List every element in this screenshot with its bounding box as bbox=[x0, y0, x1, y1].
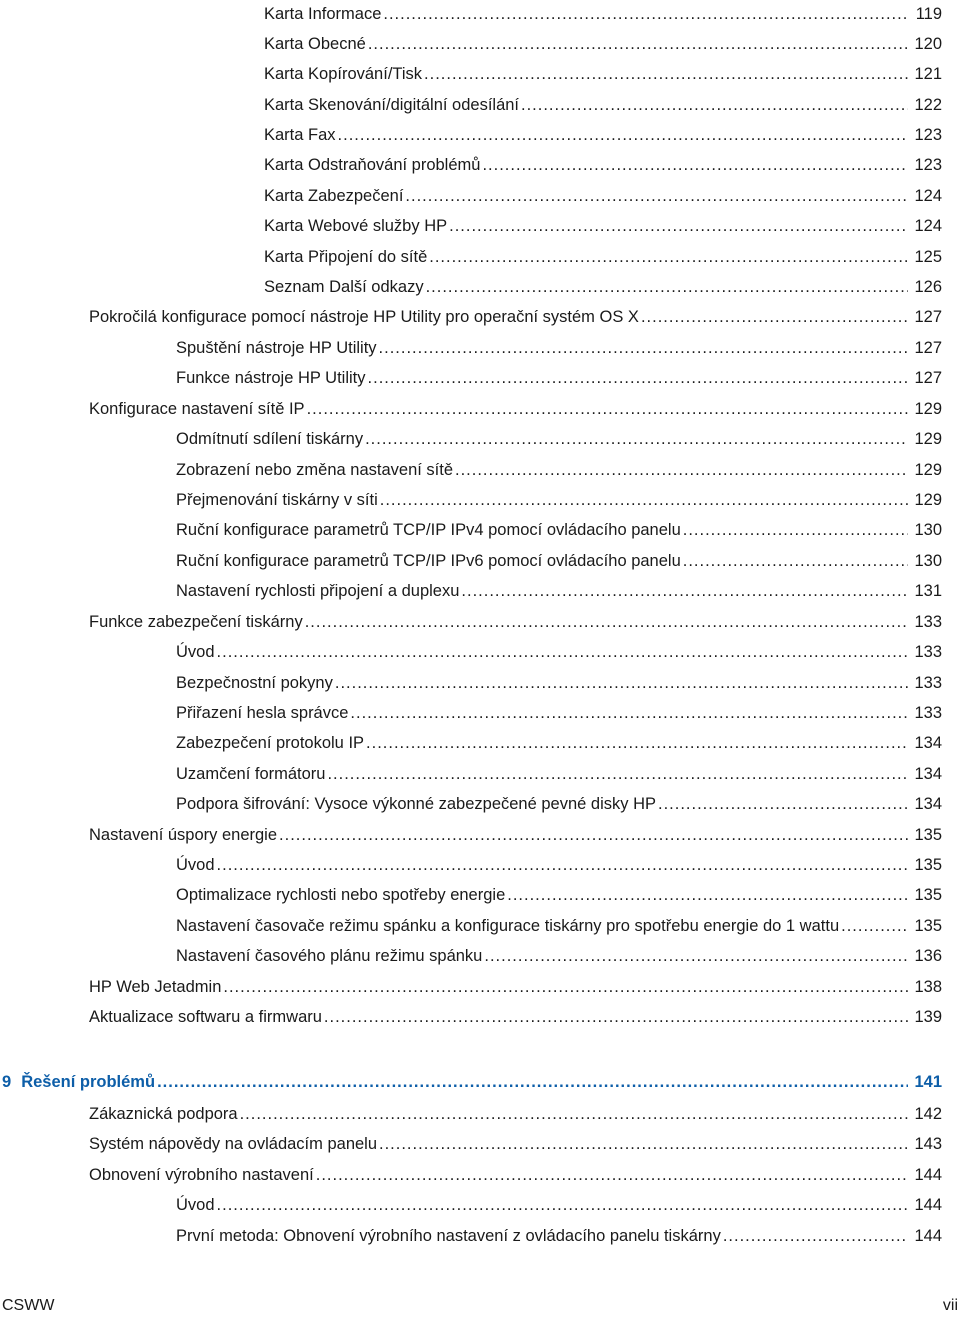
dot-leader bbox=[307, 399, 908, 419]
toc-entry-page: 120 bbox=[914, 35, 942, 53]
toc-entry[interactable] bbox=[176, 516, 942, 540]
dot-leader bbox=[405, 186, 908, 206]
toc-entry-page: 129 bbox=[914, 430, 942, 448]
toc-entry-title: První metoda: Obnovení výrobního nastavení z ovládacího panelu tiskárny bbox=[176, 1227, 721, 1245]
toc-entry-title: Karta Obecné bbox=[264, 35, 366, 53]
dot-leader bbox=[305, 612, 908, 632]
dot-leader bbox=[507, 885, 908, 905]
toc-entry-page: 126 bbox=[914, 278, 942, 296]
toc-entry[interactable] bbox=[176, 790, 942, 814]
toc-entry-page: 134 bbox=[914, 795, 942, 813]
toc-entry-page: 119 bbox=[915, 5, 942, 23]
toc-entry-page: 129 bbox=[914, 491, 942, 509]
dot-leader bbox=[521, 95, 908, 115]
dot-leader bbox=[217, 642, 908, 662]
chapter-number: 9 bbox=[2, 1073, 12, 1091]
toc-entry[interactable] bbox=[89, 973, 942, 997]
toc-entry-title: Karta Zabezpečení bbox=[264, 187, 404, 205]
toc-entry[interactable] bbox=[176, 881, 942, 905]
toc-entry-page: 138 bbox=[914, 978, 942, 996]
toc-entry-page: 129 bbox=[914, 400, 942, 418]
toc-entry[interactable] bbox=[264, 121, 942, 145]
dot-leader bbox=[379, 1134, 908, 1154]
toc-entry[interactable] bbox=[176, 912, 942, 936]
toc-entry-page: 127 bbox=[914, 369, 942, 387]
toc-entry-page: 144 bbox=[914, 1196, 942, 1214]
toc-entry[interactable] bbox=[264, 212, 942, 236]
dot-leader bbox=[327, 764, 908, 784]
toc-entry-page: 123 bbox=[914, 126, 942, 144]
dot-leader bbox=[350, 703, 908, 723]
dot-leader bbox=[379, 338, 908, 358]
toc-entry[interactable] bbox=[176, 699, 942, 723]
toc-entry[interactable] bbox=[176, 638, 942, 662]
dot-leader bbox=[426, 277, 908, 297]
toc-entry-title: Podpora šifrování: Vysoce výkonné zabezpečené pevné disky HP bbox=[176, 795, 656, 813]
toc-entry-title: Odmítnutí sdílení tiskárny bbox=[176, 430, 364, 448]
chapter-title: Řešení problémů bbox=[21, 1073, 156, 1091]
toc-entry[interactable] bbox=[176, 577, 942, 601]
toc-entry-title: Aktualizace softwaru a firmwaru bbox=[89, 1008, 322, 1026]
toc-entry-page: 127 bbox=[914, 339, 942, 357]
dot-leader bbox=[217, 1195, 908, 1215]
dot-leader bbox=[324, 1007, 908, 1027]
toc-entry-page: 123 bbox=[914, 156, 942, 174]
dot-leader bbox=[366, 733, 908, 753]
dot-leader bbox=[484, 946, 908, 966]
toc-entry[interactable] bbox=[176, 486, 942, 510]
toc-entry-title: Přejmenování tiskárny v síti bbox=[176, 491, 378, 509]
toc-entry-title: Nastavení rychlosti připojení a duplexu bbox=[176, 582, 460, 600]
toc-entry[interactable] bbox=[176, 669, 942, 693]
toc-entry[interactable] bbox=[176, 1191, 942, 1215]
toc-entry-title: Spuštění nástroje HP Utility bbox=[176, 339, 377, 357]
toc-entry[interactable] bbox=[176, 547, 942, 571]
dot-leader bbox=[316, 1165, 908, 1185]
toc-entry-page: 133 bbox=[914, 674, 942, 692]
toc-entry[interactable] bbox=[264, 30, 942, 54]
toc-entry-page: 124 bbox=[914, 217, 942, 235]
toc-entry-title: Systém nápovědy na ovládacím panelu bbox=[89, 1135, 378, 1153]
dot-leader bbox=[482, 155, 908, 175]
toc-entry[interactable] bbox=[264, 182, 942, 206]
dot-leader bbox=[841, 916, 908, 936]
toc-entry-page: 135 bbox=[914, 856, 942, 874]
chapter-page: 141 bbox=[914, 1073, 942, 1091]
toc-entry-title: Konfigurace nastavení sítě IP bbox=[89, 400, 305, 418]
toc-entry[interactable] bbox=[89, 821, 942, 845]
toc-entry-page: 135 bbox=[914, 826, 942, 844]
toc-entry[interactable] bbox=[264, 0, 942, 24]
toc-entry-page: 125 bbox=[914, 248, 942, 266]
toc-entry-title: Úvod bbox=[176, 1196, 215, 1214]
toc-entry[interactable] bbox=[176, 1222, 942, 1246]
toc-entry-page: 129 bbox=[914, 461, 942, 479]
toc-entry-page: 122 bbox=[914, 96, 942, 114]
toc-entry-page: 130 bbox=[914, 552, 942, 570]
toc-entry-title: Karta Informace bbox=[264, 5, 382, 23]
toc-entry[interactable] bbox=[176, 942, 942, 966]
footer-label: CSWW bbox=[2, 1297, 55, 1314]
dot-leader bbox=[365, 429, 908, 449]
chapter-heading[interactable] bbox=[2, 1068, 942, 1092]
dot-leader bbox=[658, 794, 908, 814]
toc-entry-page: 139 bbox=[914, 1008, 942, 1026]
toc-entry-title: Seznam Další odkazy bbox=[264, 278, 424, 296]
dot-leader bbox=[217, 855, 908, 875]
toc-entry-title: HP Web Jetadmin bbox=[89, 978, 222, 996]
dot-leader bbox=[368, 368, 908, 388]
toc-entry[interactable] bbox=[176, 334, 942, 358]
toc-entry-page: 142 bbox=[914, 1105, 942, 1123]
toc-entry[interactable] bbox=[89, 608, 942, 632]
toc-entry[interactable] bbox=[176, 425, 942, 449]
dot-leader bbox=[683, 520, 908, 540]
toc-entry[interactable] bbox=[89, 1161, 942, 1185]
toc-entry-title: Karta Kopírování/Tisk bbox=[264, 65, 423, 83]
toc-entry-title: Úvod bbox=[176, 856, 215, 874]
toc-entry[interactable] bbox=[264, 60, 942, 84]
toc-entry-title: Obnovení výrobního nastavení bbox=[89, 1166, 314, 1184]
toc-entry-page: 143 bbox=[914, 1135, 942, 1153]
toc-entry-page: 136 bbox=[914, 947, 942, 965]
toc-entry-page: 133 bbox=[914, 643, 942, 661]
toc-entry-title: Úvod bbox=[176, 643, 215, 661]
toc-entry-title: Přiřazení hesla správce bbox=[176, 704, 349, 722]
toc-entry-title: Zákaznická podpora bbox=[89, 1105, 238, 1123]
toc-entry-page: 135 bbox=[914, 917, 942, 935]
toc-entry-title: Nastavení úspory energie bbox=[89, 826, 278, 844]
toc-entry-title: Ruční konfigurace parametrů TCP/IP IPv4 pomocí ovládacího panelu bbox=[176, 521, 681, 539]
toc-entry[interactable] bbox=[89, 1130, 942, 1154]
toc-entry-page: 144 bbox=[914, 1166, 942, 1184]
toc-entry-title: Karta Odstraňování problémů bbox=[264, 156, 481, 174]
toc-entry-page: 134 bbox=[914, 734, 942, 752]
toc-entry-title: Bezpečnostní pokyny bbox=[176, 674, 333, 692]
toc-entry-title: Karta Připojení do sítě bbox=[264, 248, 428, 266]
dot-leader bbox=[279, 825, 908, 845]
dot-leader bbox=[449, 216, 908, 236]
toc-entry[interactable] bbox=[176, 456, 942, 480]
dot-leader bbox=[683, 551, 908, 571]
toc-entry-title: Nastavení časového plánu režimu spánku bbox=[176, 947, 483, 965]
toc-entry-page: 144 bbox=[914, 1227, 942, 1245]
toc-entry-page: 127 bbox=[914, 308, 942, 326]
dot-leader bbox=[383, 4, 908, 24]
dot-leader bbox=[240, 1104, 908, 1124]
toc-entry-title: Funkce nástroje HP Utility bbox=[176, 369, 366, 387]
dot-leader bbox=[424, 64, 908, 84]
toc-entry-page: 133 bbox=[914, 704, 942, 722]
toc-entry-page: 130 bbox=[914, 521, 942, 539]
toc-entry[interactable] bbox=[176, 364, 942, 388]
dot-leader bbox=[723, 1226, 908, 1246]
toc-entry-page: 133 bbox=[914, 613, 942, 631]
dot-leader bbox=[335, 673, 908, 693]
toc-entry[interactable] bbox=[264, 273, 942, 297]
toc-entry[interactable] bbox=[89, 303, 942, 327]
dot-leader bbox=[461, 581, 908, 601]
toc-entry-title: Zabezpečení protokolu IP bbox=[176, 734, 365, 752]
dot-leader bbox=[338, 125, 908, 145]
toc-entry-title: Uzamčení formátoru bbox=[176, 765, 326, 783]
toc-entry-title: Pokročilá konfigurace pomocí nástroje HP Utility pro operační systém OS X bbox=[89, 308, 639, 326]
toc-entry-title: Zobrazení nebo změna nastavení sítě bbox=[176, 461, 454, 479]
toc-entry[interactable] bbox=[264, 243, 942, 267]
toc-entry-title: Funkce zabezpečení tiskárny bbox=[89, 613, 303, 631]
toc-entry-page: 121 bbox=[914, 65, 942, 83]
toc-entry-title: Karta Skenování/digitální odesílání bbox=[264, 96, 520, 114]
toc-entry[interactable] bbox=[176, 760, 942, 784]
toc-entry[interactable] bbox=[176, 851, 942, 875]
toc-entry[interactable] bbox=[264, 91, 942, 115]
dot-leader bbox=[429, 247, 908, 267]
toc-entry-title: Karta Fax bbox=[264, 126, 336, 144]
dot-leader bbox=[157, 1072, 908, 1092]
toc-entry-title: Nastavení časovače režimu spánku a konfigurace tiskárny pro spotřebu energie do 1 wattu bbox=[176, 917, 840, 935]
toc-entry-page: 124 bbox=[914, 187, 942, 205]
dot-leader bbox=[641, 307, 908, 327]
toc-entry[interactable] bbox=[89, 395, 942, 419]
toc-entry-page: 131 bbox=[914, 582, 942, 600]
toc-entry[interactable] bbox=[176, 729, 942, 753]
toc-entry[interactable] bbox=[89, 1100, 942, 1124]
toc-entry-title: Ruční konfigurace parametrů TCP/IP IPv6 pomocí ovládacího panelu bbox=[176, 552, 681, 570]
toc-entry[interactable] bbox=[89, 1003, 942, 1027]
toc-entry-title: Karta Webové služby HP bbox=[264, 217, 448, 235]
toc-entry[interactable] bbox=[264, 151, 942, 175]
toc-entry-title: Optimalizace rychlosti nebo spotřeby energie bbox=[176, 886, 506, 904]
toc-entry-page: 135 bbox=[914, 886, 942, 904]
page-number: vii bbox=[942, 1297, 958, 1314]
dot-leader bbox=[455, 460, 908, 480]
dot-leader bbox=[223, 977, 908, 997]
dot-leader bbox=[380, 490, 908, 510]
dot-leader bbox=[368, 34, 908, 54]
toc-entry-page: 134 bbox=[914, 765, 942, 783]
